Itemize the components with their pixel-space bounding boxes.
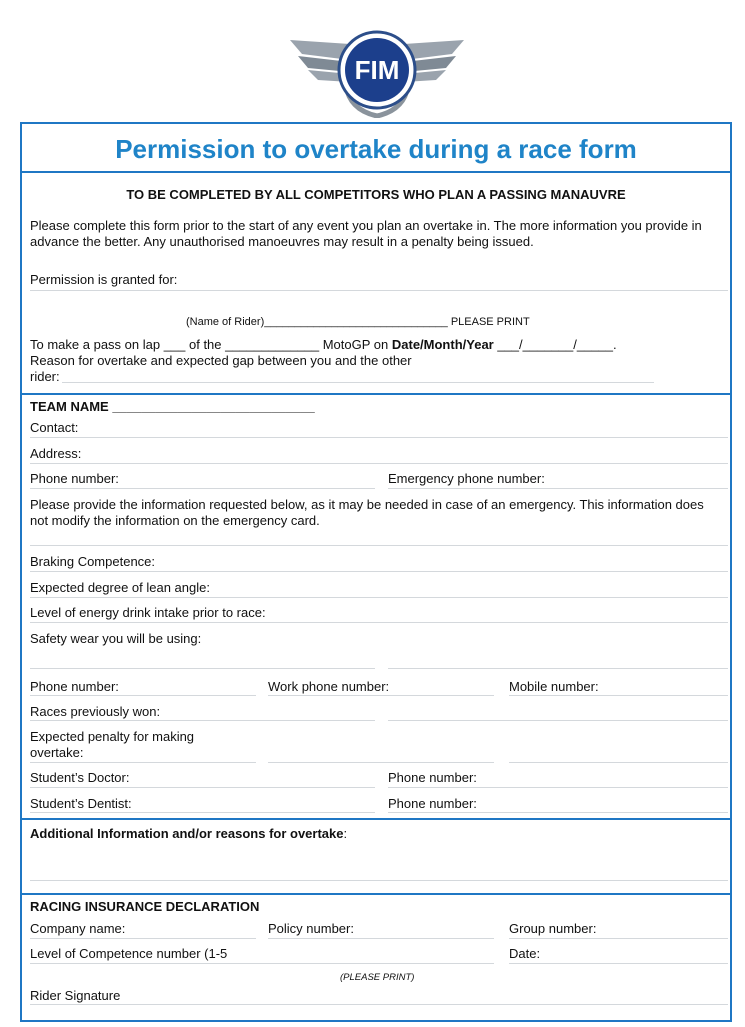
- team-name-label[interactable]: TEAM NAME ____________________________: [30, 399, 315, 414]
- permission-field[interactable]: [30, 290, 728, 291]
- energy-label: Level of energy drink intake prior to race:: [30, 605, 266, 620]
- divider: [20, 893, 732, 895]
- penalty-field-2[interactable]: [268, 762, 494, 763]
- pass-date-blanks[interactable]: ___/_______/_____.: [493, 337, 617, 352]
- penalty-field-3[interactable]: [509, 762, 728, 763]
- pass-prefix: To make a pass on lap ___ of the _____________ MotoGP on: [30, 337, 392, 352]
- dentist-field[interactable]: [30, 812, 375, 813]
- name-of-rider-line[interactable]: (Name of Rider)______________________________ PLEASE PRINT: [186, 316, 530, 328]
- contact-field[interactable]: [30, 437, 728, 438]
- address-field[interactable]: [30, 463, 728, 464]
- mobile-label: Mobile number:: [509, 679, 599, 694]
- penalty-label: Expected penalty for making overtake:: [30, 729, 195, 760]
- lean-field[interactable]: [30, 597, 728, 598]
- divider: [20, 393, 732, 395]
- insurance-heading: RACING INSURANCE DECLARATION: [30, 899, 260, 914]
- logo-text: FIM: [354, 55, 400, 85]
- emergency-phone-field[interactable]: [388, 488, 728, 489]
- work-phone-label: Work phone number:: [268, 679, 390, 694]
- group-field[interactable]: [509, 938, 728, 939]
- permission-label: Permission is granted for:: [30, 272, 178, 287]
- additional-info-field[interactable]: [30, 880, 728, 881]
- reason-field[interactable]: [62, 382, 654, 383]
- signature-field[interactable]: [30, 1004, 728, 1005]
- address-label: Address:: [30, 446, 82, 461]
- reason-line-2: rider:: [30, 369, 60, 384]
- races-won-field[interactable]: [30, 720, 375, 721]
- info-text: Please provide the information requested below, as it may be needed in case of an emergency. This information does not modify the information on the emergency card.: [30, 497, 704, 528]
- form-frame: [20, 122, 732, 1022]
- dentist-phone-label: Phone number:: [388, 796, 477, 811]
- competence-field[interactable]: [30, 963, 494, 964]
- phone-field[interactable]: [30, 488, 375, 489]
- work-phone-field[interactable]: [268, 695, 494, 696]
- additional-info-colon: :: [343, 826, 348, 841]
- intro-text: Please complete this form prior to the start of any event you plan an overtake in. The more information you provide in advance the better. Any unauthorised manoeuvres may result in a penalty being issued.: [30, 218, 702, 249]
- fim-logo: [288, 30, 466, 118]
- additional-info-label: [30, 826, 347, 842]
- section1-heading: TO BE COMPLETED BY ALL COMPETITORS WHO PLAN A PASSING MANAUVRE: [126, 187, 626, 202]
- additional-info-bold: Additional Information and/or reasons for overtake: [30, 826, 344, 841]
- phone-label: Phone number:: [30, 471, 119, 486]
- doctor-field[interactable]: [30, 787, 375, 788]
- date-field[interactable]: [509, 963, 728, 964]
- doctor-phone-field[interactable]: [388, 787, 728, 788]
- company-label: Company name:: [30, 921, 126, 936]
- mobile-field[interactable]: [509, 695, 728, 696]
- doctor-phone-label: Phone number:: [388, 770, 477, 785]
- divider: [20, 171, 732, 173]
- contact-label: Contact:: [30, 420, 79, 435]
- races-won-label: Races previously won:: [30, 704, 161, 719]
- signature-label: Rider Signature: [30, 988, 121, 1003]
- dentist-phone-field[interactable]: [388, 812, 728, 813]
- energy-field[interactable]: [30, 622, 728, 623]
- safety-field[interactable]: [30, 668, 375, 669]
- braking-label: Braking Competence:: [30, 554, 156, 569]
- divider: [20, 818, 732, 820]
- pass-date-label: Date/Month/Year: [391, 337, 494, 352]
- company-field[interactable]: [30, 938, 256, 939]
- braking-field[interactable]: [30, 571, 728, 572]
- pass-line: [30, 337, 617, 353]
- info-field[interactable]: [30, 545, 728, 546]
- phone2-label: Phone number:: [30, 679, 119, 694]
- group-label: Group number:: [509, 921, 597, 936]
- reason-line-1: Reason for overtake and expected gap between you and the other: [30, 353, 412, 368]
- races-won-field-2[interactable]: [388, 720, 728, 721]
- safety-label: Safety wear you will be using:: [30, 631, 202, 646]
- safety-field-2[interactable]: [388, 668, 728, 669]
- form-title: Permission to overtake during a race form: [115, 134, 637, 164]
- doctor-label: Student’s Doctor:: [30, 770, 130, 785]
- lean-label: Expected degree of lean angle:: [30, 580, 210, 595]
- date-label: Date:: [509, 946, 541, 961]
- dentist-label: Student’s Dentist:: [30, 796, 132, 811]
- phone2-field[interactable]: [30, 695, 256, 696]
- please-print-note: (PLEASE PRINT): [340, 972, 415, 983]
- policy-label: Policy number:: [268, 921, 354, 936]
- penalty-field[interactable]: [30, 762, 256, 763]
- emergency-phone-label: Emergency phone number:: [388, 471, 545, 486]
- competence-label: Level of Competence number (1-5: [30, 946, 228, 961]
- policy-field[interactable]: [268, 938, 494, 939]
